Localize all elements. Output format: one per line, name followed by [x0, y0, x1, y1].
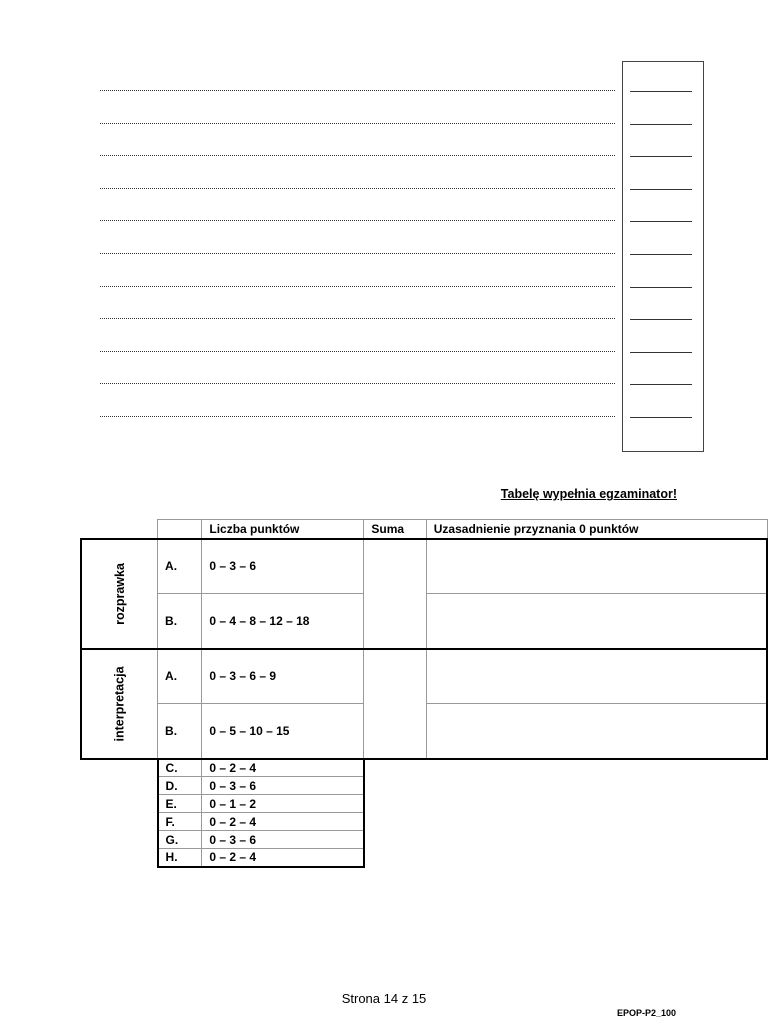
header-letter-cell	[158, 520, 202, 539]
sum-cell[interactable]	[364, 649, 426, 759]
row-letter: E.	[158, 795, 202, 813]
row-points: 0 – 2 – 4	[202, 849, 364, 867]
row-points: 0 – 2 – 4	[202, 759, 364, 777]
row-points: 0 – 3 – 6	[202, 831, 364, 849]
row-letter: C.	[158, 759, 202, 777]
exam-code: EPOP-P2_100	[616, 1008, 676, 1018]
page-number: Strona 14 z 15	[341, 991, 427, 1006]
table-header-row	[81, 520, 767, 539]
answer-line[interactable]	[100, 286, 615, 287]
justification-cell[interactable]	[426, 704, 767, 759]
row-points: 0 – 3 – 6	[202, 777, 364, 795]
group-label-rozprawka: rozprawka	[81, 539, 158, 649]
justification-cell[interactable]	[426, 649, 767, 704]
row-points: 0 – 1 – 2	[202, 795, 364, 813]
header-points: Liczba punktów	[202, 520, 364, 539]
margin-score-line[interactable]	[630, 352, 692, 353]
margin-score-line[interactable]	[630, 254, 692, 255]
row-letter: A.	[158, 649, 202, 704]
answer-line[interactable]	[100, 188, 615, 189]
answer-line[interactable]	[100, 383, 615, 384]
table-row	[81, 759, 767, 777]
table-row	[81, 649, 767, 704]
justification-cell[interactable]	[426, 594, 767, 649]
row-points: 0 – 3 – 6 – 9	[202, 649, 364, 704]
header-justification: Uzasadnienie przyznania 0 punktów	[426, 520, 767, 539]
examiner-note: Tabelę wypełnia egzaminator!	[500, 487, 677, 501]
row-letter: B.	[158, 704, 202, 759]
margin-score-line[interactable]	[630, 319, 692, 320]
margin-score-line[interactable]	[630, 189, 692, 190]
header-sum: Suma	[364, 520, 426, 539]
margin-score-line[interactable]	[630, 384, 692, 385]
grading-table	[80, 519, 768, 868]
row-letter: H.	[158, 849, 202, 867]
answer-line[interactable]	[100, 416, 615, 417]
row-points: 0 – 5 – 10 – 15	[202, 704, 364, 759]
table-row	[81, 813, 767, 831]
group-label-interpretacja: interpretacja	[81, 649, 158, 759]
row-letter: D.	[158, 777, 202, 795]
margin-score-line[interactable]	[630, 156, 692, 157]
answer-line[interactable]	[100, 351, 615, 352]
row-points: 0 – 4 – 8 – 12 – 18	[202, 594, 364, 649]
table-row	[81, 777, 767, 795]
answer-area	[0, 0, 768, 470]
row-letter: B.	[158, 594, 202, 649]
margin-score-line[interactable]	[630, 91, 692, 92]
empty-corner	[81, 520, 158, 539]
sum-cell[interactable]	[364, 539, 426, 649]
answer-line[interactable]	[100, 90, 615, 91]
table-row	[81, 831, 767, 849]
examiner-margin-box	[622, 61, 704, 452]
margin-score-line[interactable]	[630, 287, 692, 288]
margin-score-line[interactable]	[630, 417, 692, 418]
table-row	[81, 795, 767, 813]
row-points: 0 – 2 – 4	[202, 813, 364, 831]
margin-score-line[interactable]	[630, 124, 692, 125]
answer-line[interactable]	[100, 318, 615, 319]
margin-score-line[interactable]	[630, 221, 692, 222]
row-letter: F.	[158, 813, 202, 831]
row-letter: G.	[158, 831, 202, 849]
table-row	[81, 539, 767, 594]
answer-line[interactable]	[100, 123, 615, 124]
row-points: 0 – 3 – 6	[202, 539, 364, 594]
answer-line[interactable]	[100, 253, 615, 254]
justification-cell[interactable]	[426, 539, 767, 594]
answer-line[interactable]	[100, 220, 615, 221]
row-letter: A.	[158, 539, 202, 594]
answer-line[interactable]	[100, 155, 615, 156]
table-row	[81, 849, 767, 867]
